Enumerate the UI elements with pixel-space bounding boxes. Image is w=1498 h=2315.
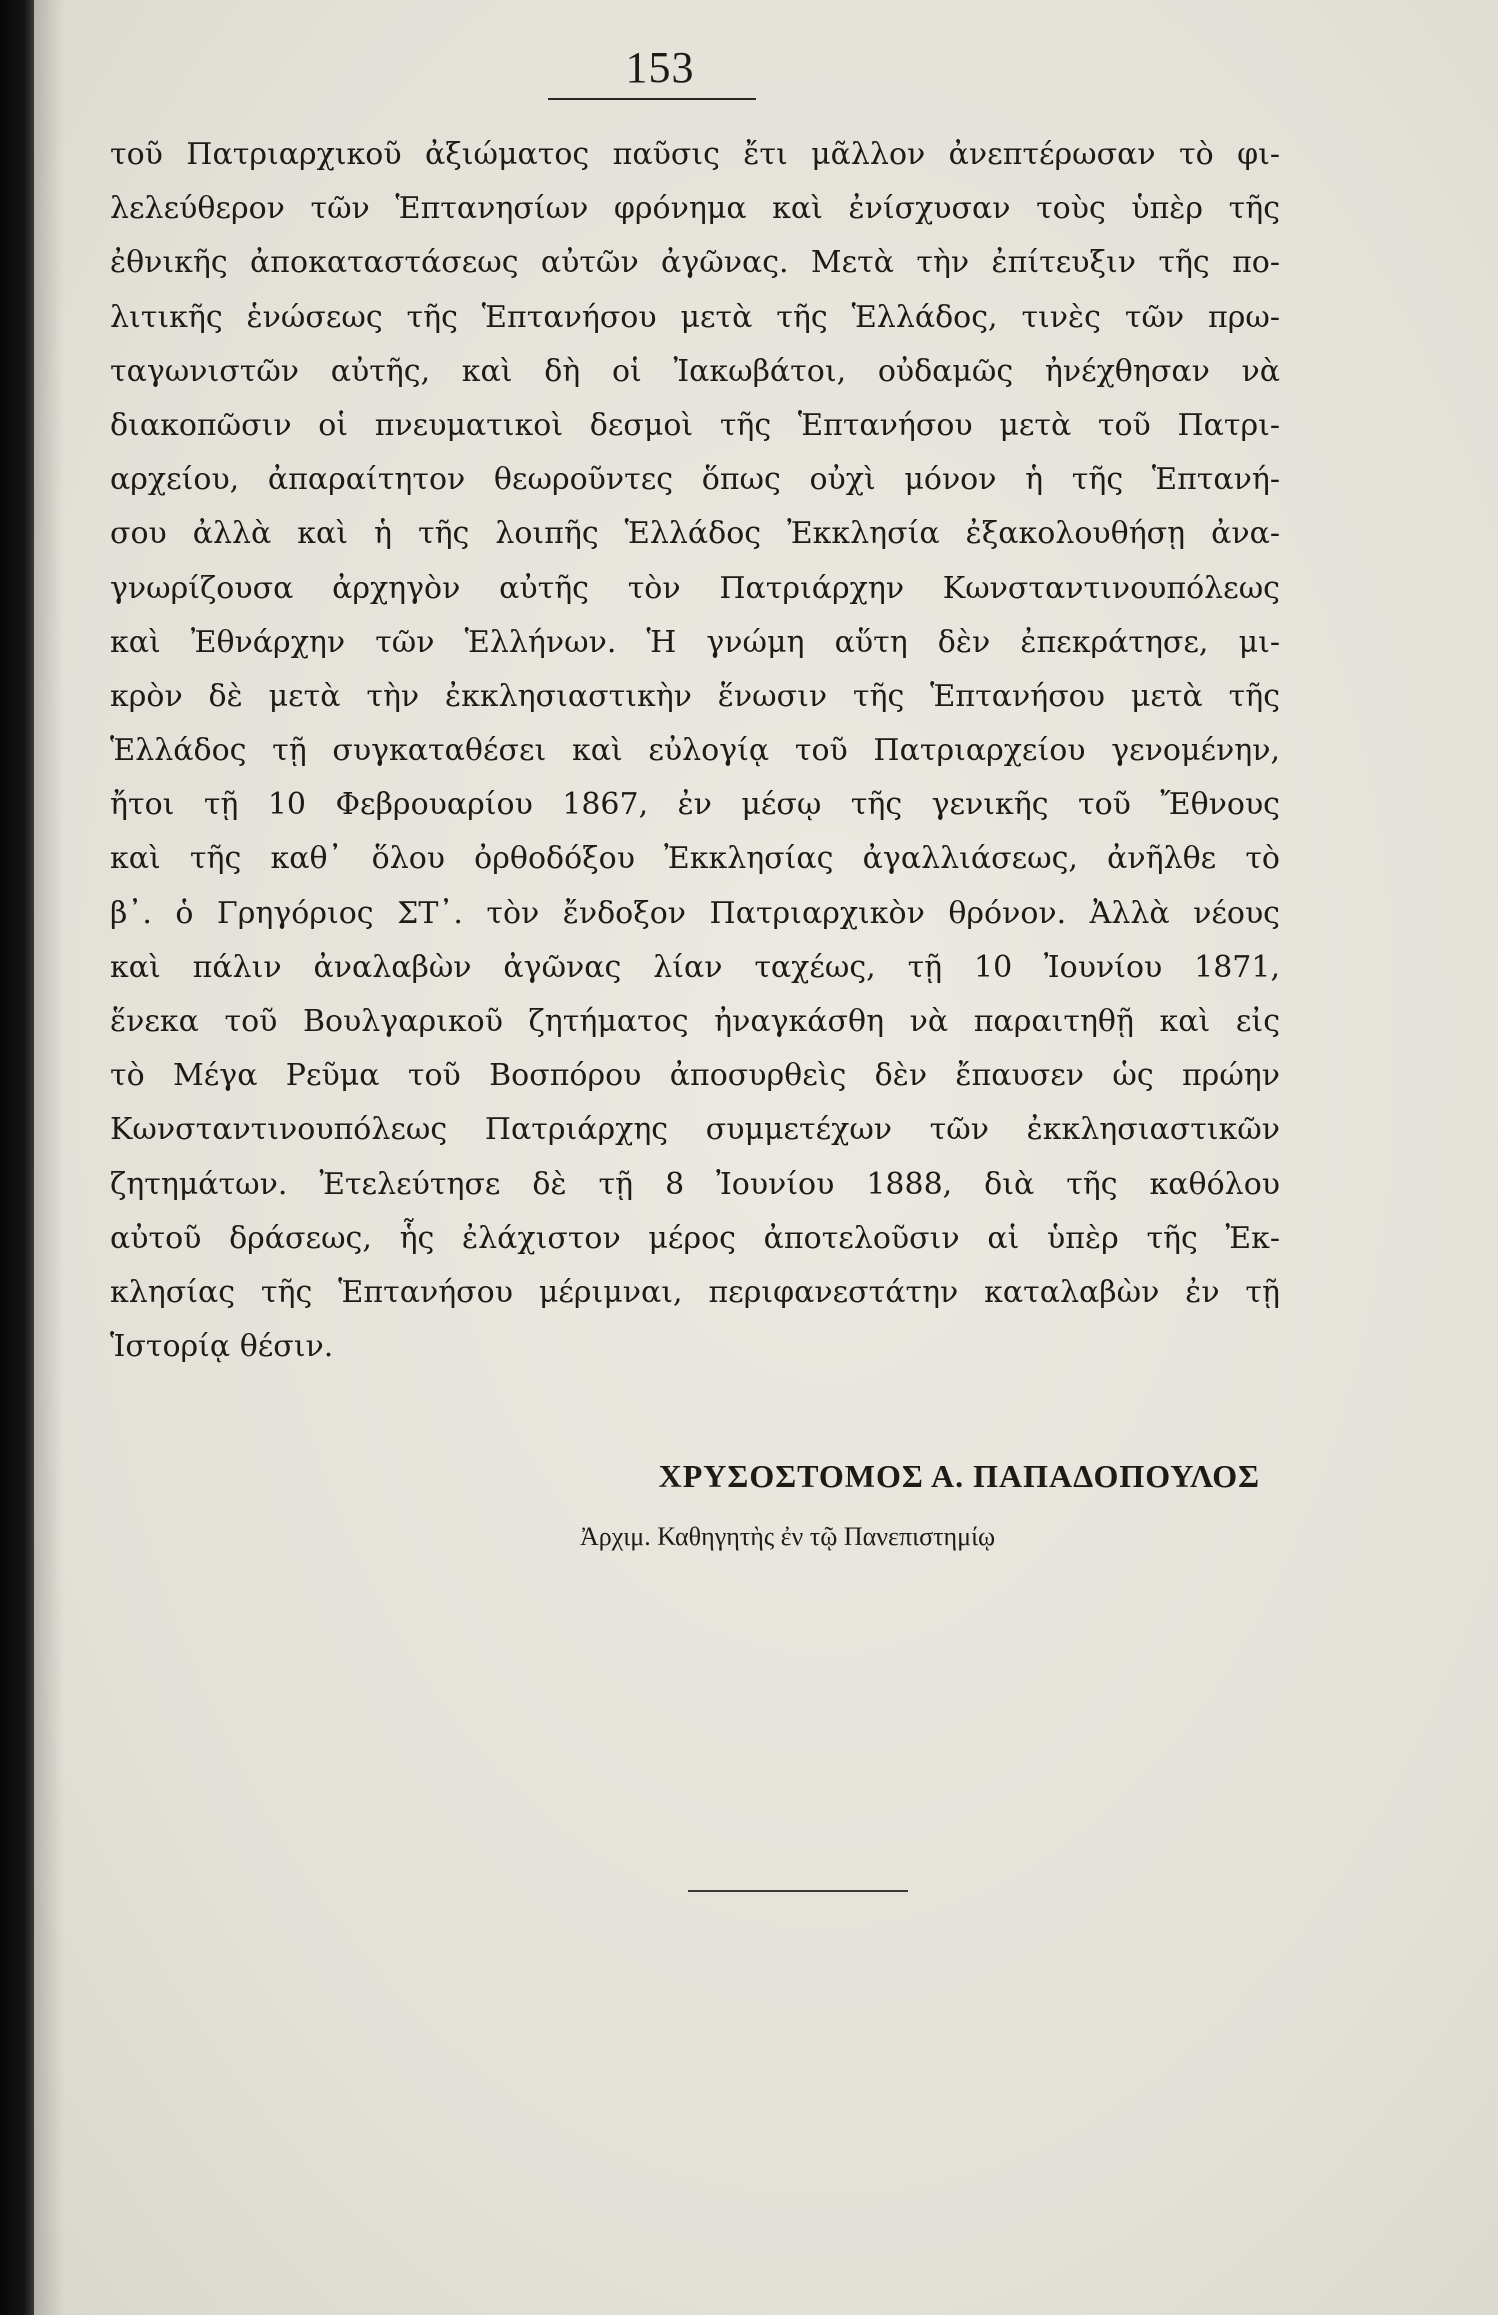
text-line: λελεύθερον τῶν Ἑπτανησίων φρόνημα καὶ ἐνίσχυσαν τοὺς ὑπὲρ τῆς xyxy=(110,191,1280,227)
header-rule xyxy=(548,98,756,100)
text-line: ἤτοι τῇ 10 Φεβρουαρίου 1867, ἐν μέσῳ τῆς γενικῆς τοῦ Ἔθνους xyxy=(110,787,1280,823)
text-line: αὐτοῦ δράσεως, ἧς ἐλάχιστον μέρος ἀποτελοῦσιν αἱ ὑπὲρ τῆς Ἐκ- xyxy=(110,1220,1280,1256)
text-line-last: Ἱστορίᾳ θέσιν. xyxy=(110,1329,334,1365)
text-line: γνωρίζουσα ἀρχηγὸν αὐτῆς τὸν Πατριάρχην Κωνσταντινουπόλεως xyxy=(110,570,1280,606)
text-line: τοῦ Πατριαρχικοῦ ἀξιώματος παῦσις ἔτι μᾶλλον ἀνεπτέρωσαν τὸ φι- xyxy=(110,137,1280,172)
text-line: Ἑλλάδος τῇ συγκαταθέσει καὶ εὐλογίᾳ τοῦ Πατριαρχείου γενομένην, xyxy=(110,733,1280,769)
page-number: 153 xyxy=(625,43,695,92)
text-line: ζητημάτων. Ἐτελεύτησε δὲ τῇ 8 Ἰουνίου 1888, διὰ τῆς καθόλου xyxy=(110,1166,1280,1202)
text-line: καὶ τῆς καθ᾽ ὅλου ὀρθοδόξου Ἐκκλησίας ἀγαλλιάσεως, ἀνῆλθε τὸ xyxy=(110,841,1280,877)
author-affiliation: Ἀρχιμ. Καθηγητὴς ἐν τῷ Πανεπιστημίῳ xyxy=(580,1522,996,1551)
author-signature: ΧΡΥΣΟΣΤΟΜΟΣ Α. ΠΑΠΑΔΟΠΟΥΛΟΣ xyxy=(658,1458,1260,1494)
text-line: ἕνεκα τοῦ Βουλγαρικοῦ ζητήματος ἠναγκάσθη νὰ παραιτηθῇ καὶ εἰς xyxy=(110,1004,1280,1039)
book-spine xyxy=(0,0,34,2315)
footer-rule xyxy=(688,1890,908,1892)
text-line: αρχείου, ἀπαραίτητον θεωροῦντες ὅπως οὐχὶ μόνον ἡ τῆς Ἑπτανή- xyxy=(110,462,1280,498)
text-line: διακοπῶσιν οἱ πνευματικοὶ δεσμοὶ τῆς Ἑπτανήσου μετὰ τοῦ Πατρι- xyxy=(110,407,1280,443)
text-line: σου ἀλλὰ καὶ ἡ τῆς λοιπῆς Ἑλλάδος Ἐκκλησία ἐξακολουθήσῃ ἀνα- xyxy=(110,516,1280,552)
text-line: ταγωνιστῶν αὐτῆς, καὶ δὴ οἱ Ἰακωβάτοι, οὐδαμῶς ἠνέχθησαν νὰ xyxy=(110,353,1280,389)
text-line: Κωνσταντινουπόλεως Πατριάρχης συμμετέχων τῶν ἐκκλησιαστικῶν xyxy=(110,1112,1280,1148)
body-text xyxy=(110,128,1280,1374)
text-line: β᾽. ὁ Γρηγόριος ΣΤ᾽. τὸν ἔνδοξον Πατριαρχικὸν θρόνον. Ἀλλὰ νέους xyxy=(110,895,1280,931)
text-line: τὸ Μέγα Ρεῦμα τοῦ Βοσπόρου ἀποσυρθεὶς δὲν ἔπαυσεν ὡς πρώην xyxy=(110,1058,1280,1094)
text-line: κρὸν δὲ μετὰ τὴν ἐκκλησιαστικὴν ἕνωσιν τῆς Ἑπτανήσου μετὰ τῆς xyxy=(110,678,1280,714)
spine-shadow xyxy=(34,0,64,2315)
text-line: καὶ Ἐθνάρχην τῶν Ἑλλήνων. Ἡ γνώμη αὕτη δὲν ἐπεκράτησε, μι- xyxy=(110,624,1280,660)
text-line: ἐθνικῆς ἀποκαταστάσεως αὐτῶν ἀγῶνας. Μετὰ τὴν ἐπίτευξιν τῆς πο- xyxy=(110,245,1280,281)
text-line: κλησίας τῆς Ἑπτανήσου μέριμναι, περιφανεστάτην καταλαβὼν ἐν τῇ xyxy=(110,1274,1280,1310)
text-line: λιτικῆς ἑνώσεως τῆς Ἑπτανήσου μετὰ τῆς Ἑλλάδος, τινὲς τῶν πρω- xyxy=(110,299,1280,335)
text-line: καὶ πάλιν ἀναλαβὼν ἀγῶνας λίαν ταχέως, τῇ 10 Ἰουνίου 1871, xyxy=(110,949,1280,985)
